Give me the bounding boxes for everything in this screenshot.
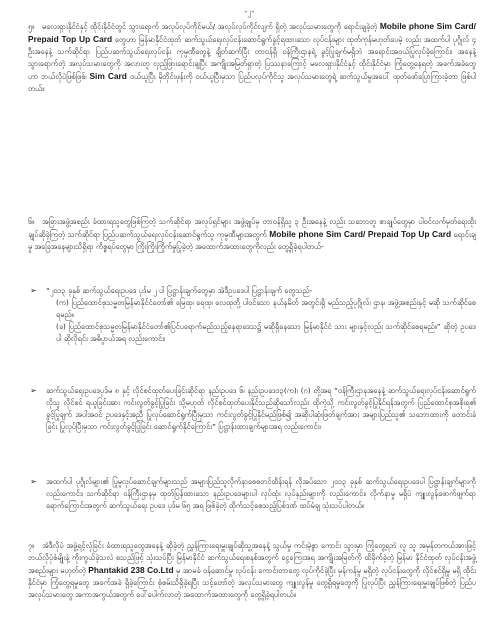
paragraph-5-text-2: တွေဟာ မြန်မာနိုင်ငံထုတ် ဆက်သွယ်ရေးလုပ်ငန်းဆောင်ရွက်ခွင့်ရထားသော လုပ်ငန်းများ ထုတ်ကုန်မဟုတ်ပေမဲ့ လည်း အထက်ပါ ပုဂ္ဂိုလ် ၄ ဦးအနေနဲ့ သက်ဆိုင်ရာ ပြည်ပဆက်သွယ်ရေးလုပ်ငန်း ကုမ္ပဏီတွေနဲ့ ချိတ်ဆက်ပြီး တာဝန်ရှိ ဝန်ကြီးဌာနရဲ့ ခွင့်ပြုချက်မရှိဘဲ အရောင်းအဝယ်ပြုလုပ်ခဲ့ကြောင်း၊ xyxy=(28,35,476,56)
paragraph-5-bold-1: Mobile phone Sim Card/ Prepaid Top Up Card xyxy=(28,21,476,44)
page-number: -၂- xyxy=(244,7,255,16)
bullet-item-2 xyxy=(30,385,476,433)
bullet-item-3 xyxy=(30,476,476,512)
paragraph-5-text-3: အနေနဲ့ သွားရောက်တဲ့ အလုပ်သမားတွေကို အလားတူ လှည့်ဖြားရောင်းချပြီး အကျိုးအမြတ်ရှာတဲ့ ပြဿနာကြောင့် မလေးရှားနိုင်ငံနှင့် ထိုင်းနိုင်ငံမှာ ကြုံတွေ့နေရတဲ့ အခက်အခဲတွေဟာ ဘယ်လိုပဲဖြစ်ဖြစ်၊ xyxy=(28,47,476,81)
paragraph-6-number: ၆။ xyxy=(28,217,35,226)
paragraph-5-text-4: ဝယ်ယူပြီး မိုဘိုင်းဖုန်းကို ဝယ်ယူပြီးမှသာ ပြည်ပလုပ်ကိုင်သူ အလုပ်သမားတွေရဲ့ ဆက်သွယ်မှုအပေါ် ထုတ်ဖော်ပြောကြားခဲ့တာ ဖြစ်ပါတယ်။ xyxy=(28,72,476,93)
paragraph-5-bold-2: Sim Card xyxy=(89,71,127,81)
bullet-1-sub-a: (က) ပြည်ထောင်စုသမ္မတမြန်မာနိုင်ငံတော်၏ မြေထု၊ ရေထု၊ လေထုတို့ ပါဝင်သော နယ်နမိတ် အတွင်းရှိ မည်သည့်ပုဂ္ဂိုလ်၊ ဌာန၊ အဖွဲ့အစည်းနှင့် မဆို သက်ဆိုင်စေရမည်။ xyxy=(56,298,476,319)
bullet-item-1 xyxy=(30,285,476,345)
bullet-2-text: ဆက်သွယ်ရေးဥပဒေပုဒ်မ ၈ နှင့် လိုင်စင်ထုတ်ပေးခြင်းဆိုင်ရာ နည်းဥပဒေ ၆၊ နည်းဥပဒေ၁၃(က)၊ (ဂ) တို့အရ “ဝန်ကြီးဌာနအနေနဲ့ ဆက်သွယ်ရေးလုပ်ငန်းဆောင်ရွက်လိုသူ လိုင်စင် ရယူခြင်းအား ကင်းလွတ်ခွင့်ပြုခြင်း သို့မဟုတ် လိုင်စင်ထုတ်ပေးနိုင်သည်ဆိုသော်လည်း ထိုကဲ့သို့ ကင်းလွတ်ခွင့်ပြုနိုင်ရန်အတွက် ပြည်ထောင်စုအစိုးရ၏ ခွင့်ပြုချက် အပါအဝင် ဥပဒေနှင့်အညီ ပြုလုပ်ဆောင်ရွက်ပြီးမှသာ ကင်းလွတ်ခွင့်ပြုနိုင်မည်ဖြစ်၍ အဆိုပါဆုံးဖြတ်ချက်အား အများပြည်သူ၏ သဘောထားကို တောင်းခံခြင်း ပြုလုပ်ပြီးမှသာ ကင်းလွတ်ခွင့်ပြုခြင်း ဆောင်ရွက်နိုင်ကြောင်း” ပြဋ္ဌာန်းထားချက်များအရ လည်းကောင်း၊ xyxy=(46,386,476,431)
arrow-bullet-icon: ➢ xyxy=(30,286,37,295)
paragraph-6 xyxy=(28,216,476,253)
bullet-3-text: အထက်ပါ ပုဂ္ဂိုလ်များ၏ ပြုမူလုပ်ဆောင်ချက်များသည် အများပြည်သူလိုက်နာစေစတင်ထိန်းရန် လိုအပ်သော ၂၀၁၃ ခုနှစ် ဆက်သွယ်ရေးဥပဒေပါ ပြဋ္ဌာန်းချက်များကိုလည်းကောင်း၊ သက်ဆိုင်ရာ ဝန်ကြီးဌာနမှ ထုတ်ပြန်ထားသော နည်းဥပဒေများပါ လုပ်ထုံး လုပ်နည်းများကို လည်းကောင်း၊ လိုက်နာမှု မရှိပဲ ကျူးလွန်ဖောက်ဖျက်ရာ ရောက်ကြောင်းအတွက် ဆက်သွယ်ရေး ဥပဒေ ပုဒ်မ ၆၅ အရ ဖြစ်ခဲ့တဲ့ ထိုက်သင့်စေသည့်ပြစ်ဒဏ် ထပ်မံချ သုံးသပ်ပါတယ်။ xyxy=(46,477,476,510)
paragraph-5-text-1: မလေးရှားနိုင်ငံနှင့် ထိုင်းနိုင်ငံတွင် သွားရောက် အလုပ်လုပ်ကိုင်မယ်/ အလုပ်လုပ်ကိုင်လျက် ရှိတဲ့ အလုပ်သမားတွေကို ရောင်းချခဲ့တဲ့ xyxy=(42,22,380,31)
paragraph-7-text-2: မှ အာမခံ ဝန်ဆောင်မှု လုပ်ငန်း ကောင်းတာတွေ လုပ်ကိုင်ခဲ့ပြီး မှန်ကန်မှု မရှိတဲ့ လုပ်ငန်းတွေကို လိုင်စင်ရှိမှု မရှိ ထိုင်းနိုင်ငံမှာ ကြုံတွေ့ရမှုတွေ အခက်အခဲ ရှိခဲ့ကြောင်း စုံစမ်းသိရှိခဲ့ရပြီး သင့်တော်တဲ့ အလုပ်သမားတွေ ကျူးလွန်မှု တွေ့ရှိရမှုတွေကို ပြုလုပ်ပြီး ညွှန်ကြားရေးမှူးချုပ်ဖြစ်တဲ့ ပြည်ပအလုပ်သမားတွေ အကာအကွယ်အတွက် ပေါ်ပေါက်လာတဲ့ အထောက်အထားတွေကို တွေ့ရှိခဲ့ရပါတယ်။ xyxy=(28,566,476,599)
arrow-bullet-icon: ➢ xyxy=(30,386,37,395)
paragraph-7-number: ၇။ xyxy=(28,541,35,550)
paragraph-7-bold-1: Phantakid 238 Co.Ltd xyxy=(88,565,174,575)
paragraph-5-number: ၅။ xyxy=(28,22,35,31)
paragraph-7 xyxy=(28,540,476,601)
bullet-1-text: “၂၀၁၃ ခုနှစ် ဆက်သွယ်ရေးဥပဒေ ပုဒ်မ ၂ ပါ ပြဋ္ဌာန်းချက်တွေမှာ အဲဒီဥပဒေပါ ပြဋ္ဌာန်းချက် တွေသည်- xyxy=(46,286,313,295)
paragraph-7-text-1: အဲဒီလိုပဲ အဖွဲ့ရင့်လုံခြင်း ခံထားရသူတွေအနေနဲ့ ဆိုခဲ့တဲ့ ညွှန်ကြားရေးမှူးချုပ်ဆိုသူ့အနေနဲ့ သွယ်မှု ကင်းမဲ့စွာ ကောင်း သွားမှာ ကြုံတွေ့ရဘဲ လူ သူ အမှန်တကယ်အားဖြင့် ဘယ်လိုပုံစံမျိုးနဲ့ ကိုးကွယ်ခဲ့သလဲ စသည်ဖြင့် သုံးသပ်ပြီး မြန်မာနိုင်ငံ ဆက်သွယ်ရေးစနစ်အတွက် ငွေကြေးအရ အကျိုးအမြတ်ကို ထိခိုက်ခဲ့တဲ့ မြန်မာ နိုင်ငံထုတ် လုပ်ငန်းအဖွဲ့အစည်းများ မဟုတ်တဲ့ xyxy=(28,541,476,575)
paragraph-6-text-2: ရောင်းချမှု အခြေအနေများသိရှိရာ ကိစ္စရပ်တွေမှာ ကြိုးကြိုးကြိုက်မှုပြုခဲ့တဲ့ အထောက်အထားတွေကိုလည်း တွေ့ရှိခဲ့ရပါတယ်- xyxy=(28,230,476,251)
paragraph-6-bold-1: Mobile phone Sim Card/ Prepaid Top Up Card xyxy=(269,229,452,239)
paragraph-6-text-1: အခြားအဖွဲ့အစည်း ခံထားရသူတွေဖြစ်ကြတဲ့ သက်ဆိုင်ရာ အလုပ်ရှင်များ အဖွဲ့ချုပ်မှ တာဝန်ရှိသူ ၃ ဦးအနေနဲ့ လည်း သဘောတူ စာချုပ်တွေမှာ ပါဝင်လက်မှတ်ရေးထိုး ချုပ်ဆိုခဲ့ကြတဲ့ သက်ဆိုင်ရာ ပြည်ပဆက်သွယ်ရေးလုပ်ငန်းဆောင်ရွက်သူ ကုမ္ပဏီများအတွက် xyxy=(28,217,476,239)
paragraph-5 xyxy=(28,20,476,95)
bullet-1-sub-b: (ခ) ပြည်ထောင်စုသမ္မတမြန်မာနိုင်ငံတော်၏ပြင်ပရောက်မည်သည့်နေရာဒေသ၌ မဆိုရှိနေသော မြန်မာနိုင်ငံ သား များနှင့်လည်း သက်ဆိုင်စေရမည်။” ဆိုတဲ့ ဥပဒေပါ ဆိုလိုရင်း အဓိပ္ပာယ်အရ လည်းကောင်း၊ xyxy=(56,322,476,343)
arrow-bullet-icon: ➢ xyxy=(30,477,37,486)
